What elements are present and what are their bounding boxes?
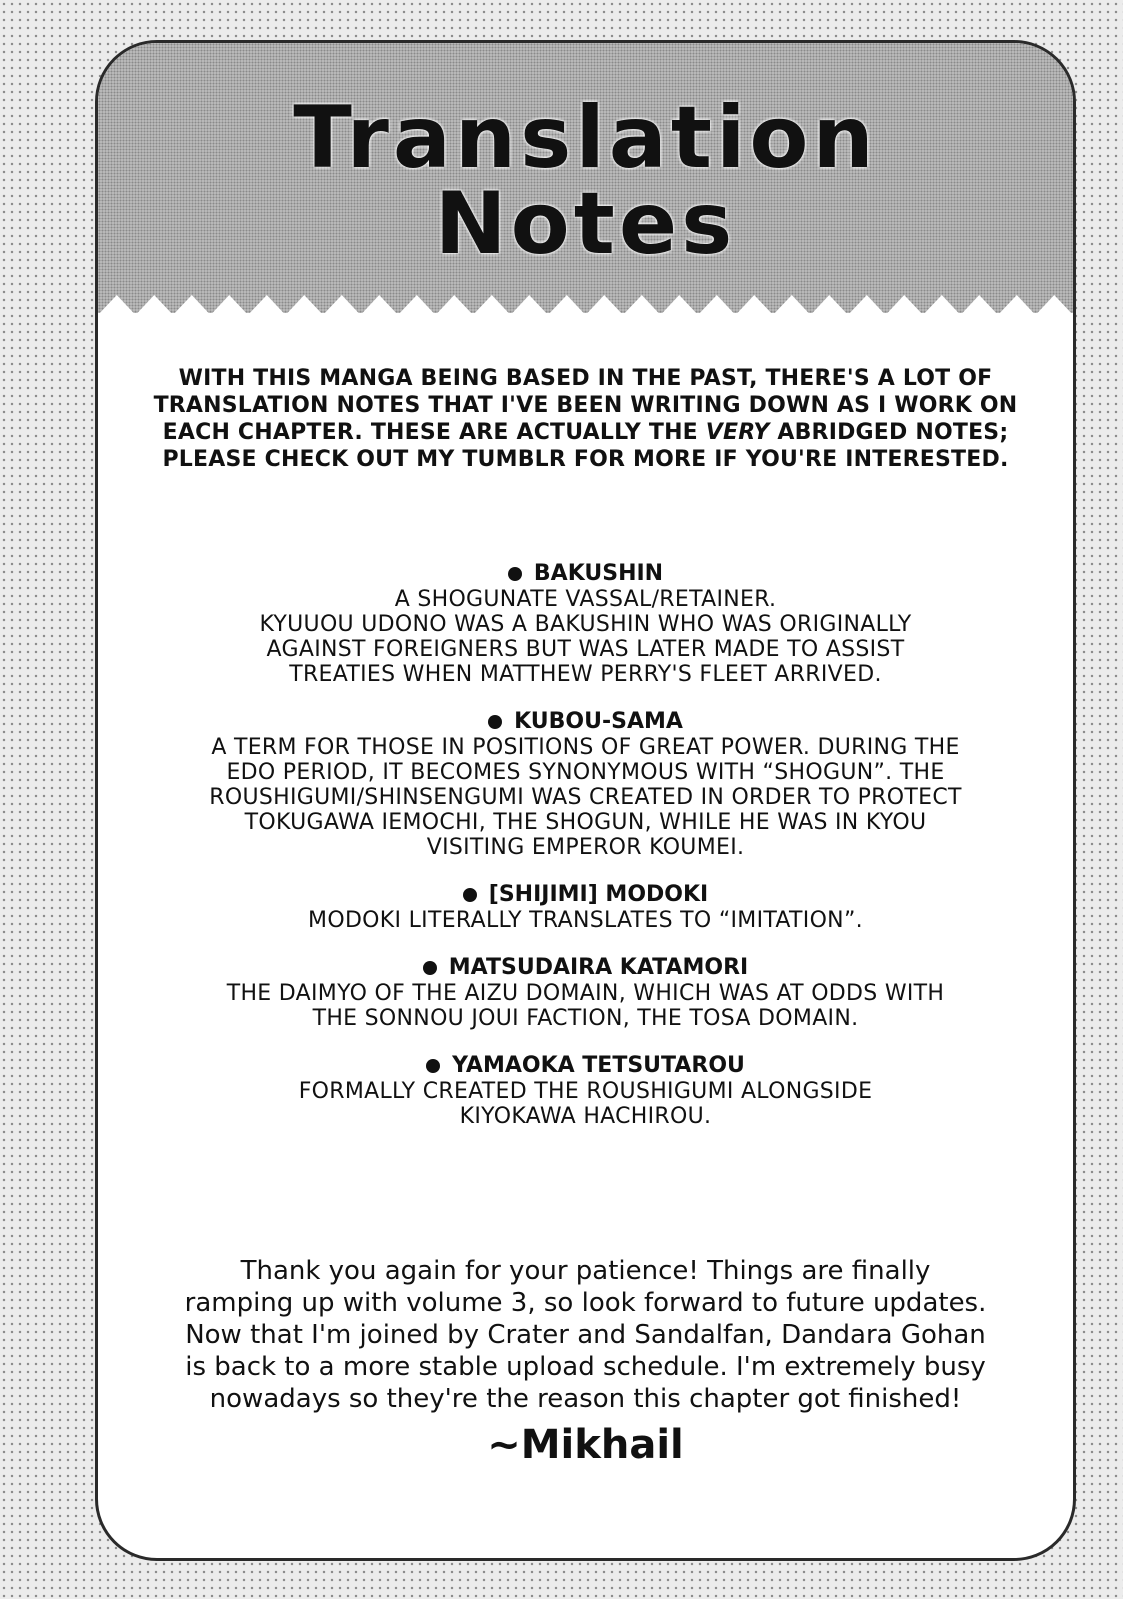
intro-text: ABRIDGED NOTES;	[769, 420, 1009, 445]
closing-line: Thank you again for your patience! Things are finally	[240, 1256, 931, 1286]
note-text	[138, 735, 1033, 860]
note-term: KUBOU-SAMA	[514, 709, 683, 734]
closing-line: ramping up with volume 3, so look forward to future updates.	[184, 1288, 987, 1318]
intro-line: WITH THIS MANGA BEING BASED IN THE PAST, THERE'S A LOT OF	[178, 366, 993, 391]
note-line: FORMALLY CREATED THE ROUSHIGUMI ALONGSIDE	[298, 1079, 873, 1104]
note-line: TREATIES WHEN MATTHEW PERRY'S FLEET ARRIVED.	[289, 662, 882, 687]
note-line: MODOKI LITERALLY TRANSLATES TO “IMITATION”.	[308, 908, 863, 933]
note-text	[138, 908, 1033, 933]
note-line: KYUUOU UDONO WAS A BAKUSHIN WHO WAS ORIGINALLY	[259, 612, 912, 637]
note-text	[138, 1079, 1033, 1129]
note-shijimi-modoki	[138, 882, 1033, 933]
bullet-icon	[488, 715, 502, 729]
intro-emphasis: VERY	[705, 420, 770, 445]
closing-message	[138, 1255, 1033, 1415]
note-line: THE SONNOU JOUI FACTION, THE TOSA DOMAIN.	[312, 1006, 859, 1031]
note-term: MATSUDAIRA KATAMORI	[448, 955, 749, 980]
bullet-icon	[423, 961, 437, 975]
note-line: VISITING EMPEROR KOUMEI.	[426, 835, 745, 860]
title-line: Translation	[293, 88, 878, 188]
note-line: THE DAIMYO OF THE AIZU DOMAIN, WHICH WAS AT ODDS WITH	[226, 981, 945, 1006]
page-title	[98, 88, 1073, 274]
intro-text: EACH CHAPTER. THESE ARE ACTUALLY THE	[162, 420, 706, 445]
note-text	[138, 587, 1033, 687]
note-line: A SHOGUNATE VASSAL/RETAINER.	[394, 587, 777, 612]
bullet-icon	[463, 888, 477, 902]
note-line: ROUSHIGUMI/SHINSENGUMI WAS CREATED IN ORDER TO PROTECT	[209, 785, 962, 810]
note-line: KIYOKAWA HACHIROU.	[459, 1104, 712, 1129]
note-line: A TERM FOR THOSE IN POSITIONS OF GREAT POWER. DURING THE	[211, 735, 960, 760]
note-term: YAMAOKA TETSUTAROU	[452, 1053, 745, 1078]
closing-line: nowadays so they're the reason this chapter got finished!	[209, 1384, 962, 1414]
note-matsudaira-katamori	[138, 955, 1033, 1031]
signature: ~Mikhail	[487, 1422, 684, 1468]
intro-line: TRANSLATION NOTES THAT I'VE BEEN WRITING DOWN AS I WORK ON	[153, 393, 1018, 418]
title-line: Notes	[434, 174, 737, 274]
closing-line: Now that I'm joined by Crater and Sandalfan, Dandara Gohan	[185, 1320, 986, 1350]
title-banner	[98, 43, 1073, 313]
note-text	[138, 981, 1033, 1031]
note-line: AGAINST FOREIGNERS BUT WAS LATER MADE TO ASSIST	[266, 637, 905, 662]
note-bakushin	[138, 561, 1033, 687]
notes-list	[138, 561, 1033, 1151]
intro-line	[153, 419, 1018, 446]
closing-line: is back to a more stable upload schedule. I'm extremely busy	[185, 1352, 986, 1382]
intro-paragraph	[153, 365, 1018, 473]
bullet-icon	[426, 1059, 440, 1073]
note-term: BAKUSHIN	[533, 561, 664, 586]
note-term: [SHIJIMI] MODOKI	[488, 882, 709, 907]
notes-card	[95, 40, 1076, 1561]
zigzag-edge	[98, 293, 1073, 323]
note-line: TOKUGAWA IEMOCHI, THE SHOGUN, WHILE HE WAS IN KYOU	[244, 810, 927, 835]
intro-line: PLEASE CHECK OUT MY TUMBLR FOR MORE IF YOU'RE INTERESTED.	[162, 447, 1009, 472]
note-line: EDO PERIOD, IT BECOMES SYNONYMOUS WITH “SHOGUN”. THE	[226, 760, 945, 785]
note-yamaoka-tetsutarou	[138, 1053, 1033, 1129]
note-kubou-sama	[138, 709, 1033, 860]
bullet-icon	[508, 567, 522, 581]
